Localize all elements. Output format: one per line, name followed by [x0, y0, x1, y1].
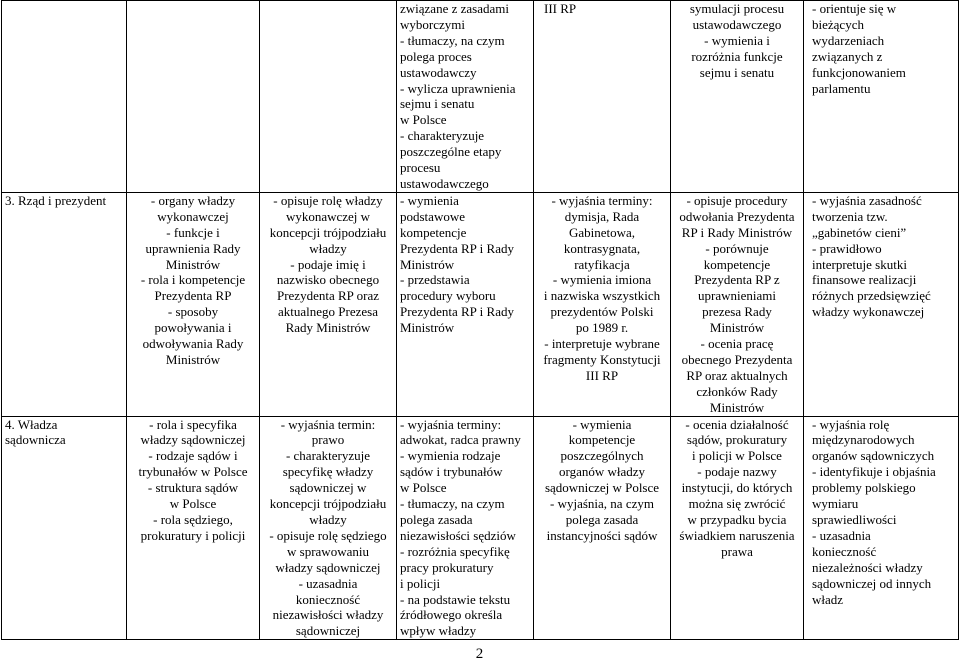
table-row [2, 416, 959, 640]
requirements-cell: - wyjaśnia terminy: adwokat, radca prawny - wymienia rodzaje sądów i trybunałów w Polsce - tłumaczy, na czym polega zasada niezawisłości sędziów - rozróżnia specyfikę pracy prokuratury i policji - na podstawie tekstu źródłowego określa wpływ władzy [397, 416, 534, 640]
topic-cell: 3. Rząd i prezydent [2, 192, 127, 416]
requirements-cell: - wymienia kompetencje poszczególnych organów władzy sądowniczej w Polsce - wyjaśnia, na czym polega zasada instancyjności sądów [534, 416, 671, 640]
requirements-cell: - wyjaśnia terminy: dymisja, Rada Gabinetowa, kontrasygnata, ratyfikacja - wymienia imiona i nazwiska wszystkich prezydentów Polski po 1989 r. - interpretuje wybrane fragmenty Konstytucji III RP [534, 192, 671, 416]
content-cell: - organy władzy wykonawczej - funkcje i uprawnienia Rady Ministrów - rola i kompetencje Prezydenta RP - sposoby powoływania i odwoływania Rady Ministrów [127, 192, 260, 416]
table-row [2, 192, 959, 416]
requirements-cell: III RP [534, 1, 671, 193]
requirements-cell: - wyjaśnia termin: prawo - charakteryzuje specyfikę władzy sądowniczej w koncepcji trójpodziału władzy - opisuje rolę sędziego w sprawowaniu władzy sądowniczej - uzasadnia konieczność niezawisłości władzy sądowniczej [260, 416, 397, 640]
topic-cell: 4. Władza sądownicza [2, 416, 127, 640]
topic-cell [2, 1, 127, 193]
curriculum-table [1, 0, 959, 640]
page-number: 2 [475, 646, 484, 662]
requirements-cell: - wyjaśnia zasadność tworzenia tzw. „gabinetów cieni” - prawidłowo interpretuje skutki finansowe realizacji różnych przedsięwzięć władzy wykonawczej [804, 192, 959, 416]
requirements-cell: - opisuje rolę władzy wykonawczej w koncepcji trójpodziału władzy - podaje imię i nazwisko obecnego Prezydenta RP oraz aktualnego Prezesa Rady Ministrów [260, 192, 397, 416]
content-cell [127, 1, 260, 193]
requirements-cell: - opisuje procedury odwołania Prezydenta RP i Rady Ministrów - porównuje kompetencje Prezydenta RP z uprawnieniami prezesa Rady Ministrów - ocenia pracę obecnego Prezydenta RP oraz aktualnych członków Rady Ministrów [671, 192, 804, 416]
requirements-cell: związane z zasadami wyborczymi - tłumaczy, na czym polega proces ustawodawczy - wylicza uprawnienia sejmu i senatu w Polsce - charakteryzuje poszczególne etapy procesu ustawodawczego [397, 1, 534, 193]
requirements-cell [260, 1, 397, 193]
content-cell: - rola i specyfika władzy sądowniczej - rodzaje sądów i trybunałów w Polsce - struktura sądów w Polsce - rola sędziego, prokuratury i policji [127, 416, 260, 640]
table-row [2, 1, 959, 193]
requirements-cell: - ocenia działalność sądów, prokuratury i policji w Polsce - podaje nazwy instytucji, do których można się zwrócić w przypadku bycia świadkiem naruszenia prawa [671, 416, 804, 640]
requirements-cell: - orientuje się w bieżących wydarzeniach związanych z funkcjonowaniem parlamentu [804, 1, 959, 193]
requirements-cell: symulacji procesu ustawodawczego - wymienia i rozróżnia funkcje sejmu i senatu [671, 1, 804, 193]
requirements-cell: - wyjaśnia rolę międzynarodowych organów sądowniczych - identyfikuje i objaśnia problemy polskiego wymiaru sprawiedliwości - uzasadnia konieczność niezależności władzy sądowniczej od innych władz [804, 416, 959, 640]
requirements-cell: - wymienia podstawowe kompetencje Prezydenta RP i Rady Ministrów - przedstawia procedury wyboru Prezydenta RP i Rady Ministrów [397, 192, 534, 416]
